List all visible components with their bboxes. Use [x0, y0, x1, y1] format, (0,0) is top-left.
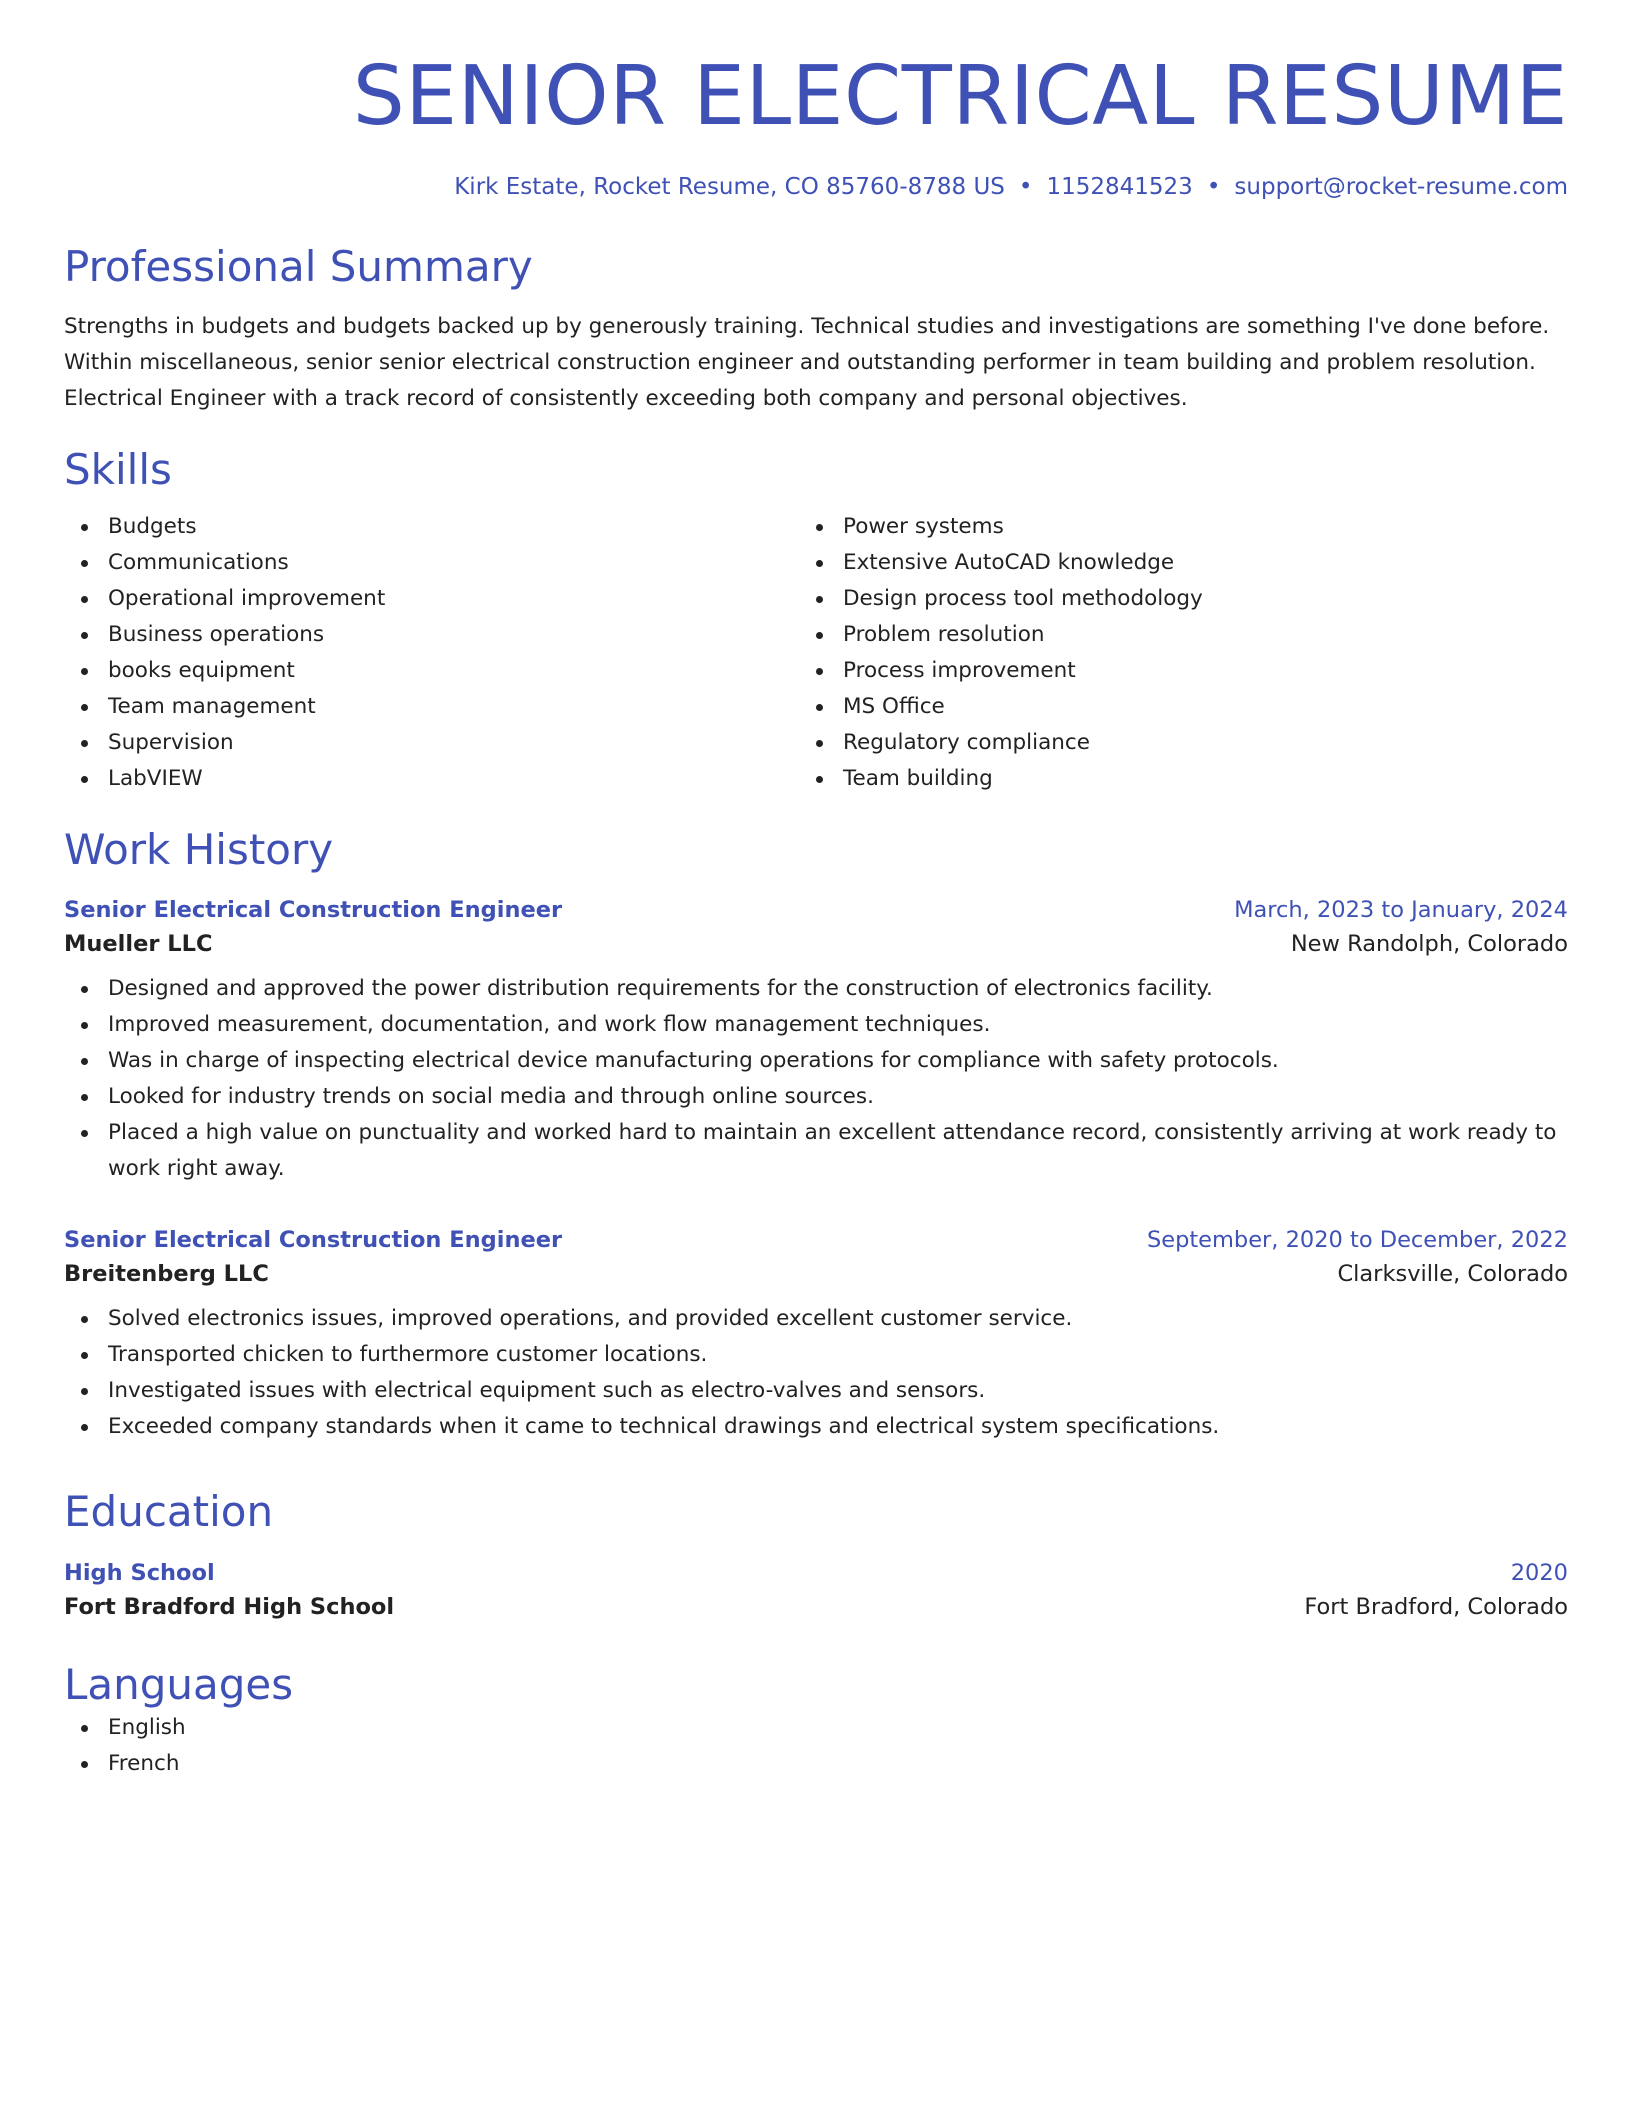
skill-item: Budgets	[108, 509, 799, 545]
job-bullet: Solved electronics issues, improved operations, and provided excellent customer service.	[108, 1301, 1568, 1337]
education-school: Fort Bradford High School	[64, 1593, 395, 1620]
job-location: Clarksville, Colorado	[1337, 1261, 1568, 1288]
education-year: 2020	[1510, 1559, 1568, 1586]
job-entry	[64, 897, 1568, 1187]
job-header-row	[64, 897, 1568, 923]
job-company: Mueller LLC	[64, 931, 213, 958]
languages-heading: Languages	[64, 1659, 294, 1709]
contact-separator: •	[1018, 174, 1033, 201]
job-company-row	[64, 931, 1568, 957]
job-location: New Randolph, Colorado	[1290, 931, 1568, 958]
skills-column-left	[64, 509, 799, 797]
job-bullet: Exceeded company standards when it came to technical drawings and electrical system specifications.	[108, 1409, 1568, 1445]
education-location: Fort Bradford, Colorado	[1304, 1593, 1568, 1620]
contact-phone: 1152841523	[1046, 174, 1193, 201]
contact-address: Kirk Estate, Rocket Resume, CO 85760-8788 US	[454, 174, 1005, 201]
job-dates: March, 2023 to January, 2024	[1234, 897, 1568, 924]
skill-item: Supervision	[108, 725, 799, 761]
education-school-row	[64, 1594, 1568, 1620]
job-bullet: Placed a high value on punctuality and worked hard to maintain an excellent attendance record, consistently arriving at work ready to work right away.	[108, 1115, 1568, 1187]
education-entry	[64, 1560, 1568, 1620]
job-title: Senior Electrical Construction Engineer	[64, 1227, 563, 1254]
skill-item: Operational improvement	[108, 581, 799, 617]
contact-email: support@rocket-resume.com	[1234, 174, 1568, 201]
job-bullet: Improved measurement, documentation, and work flow management techniques.	[108, 1007, 1568, 1043]
skill-item: Business operations	[108, 617, 799, 653]
job-bullets	[64, 971, 1568, 1187]
skill-item: Power systems	[843, 509, 1534, 545]
job-dates: September, 2020 to December, 2022	[1146, 1227, 1568, 1254]
skill-item: Problem resolution	[843, 617, 1534, 653]
work-history-heading: Work History	[64, 825, 334, 875]
skill-item: Regulatory compliance	[843, 725, 1534, 761]
skill-item: MS Office	[843, 689, 1534, 725]
skill-item: Extensive AutoCAD knowledge	[843, 545, 1534, 581]
skill-item: books equipment	[108, 653, 799, 689]
job-bullet: Designed and approved the power distribution requirements for the construction of electronics facility.	[108, 971, 1568, 1007]
summary-heading: Professional Summary	[64, 242, 533, 292]
skill-item: Communications	[108, 545, 799, 581]
education-header-row	[64, 1560, 1568, 1586]
skill-item: Process improvement	[843, 653, 1534, 689]
summary-text: Strengths in budgets and budgets backed up by generously training. Technical studies and investigations are something I've done before. Within miscellaneous, senior senior electrical construction engineer and outstanding performer in team building and problem resolution. Electrical Engineer with a track record of consistently exceeding both company and personal objectives.	[64, 313, 1550, 411]
skills-column-right	[799, 509, 1534, 797]
job-title: Senior Electrical Construction Engineer	[64, 897, 563, 924]
job-bullet: Investigated issues with electrical equipment such as electro-valves and sensors.	[108, 1373, 1568, 1409]
skill-item: Team building	[843, 761, 1534, 797]
job-bullet: Was in charge of inspecting electrical device manufacturing operations for compliance with safety protocols.	[108, 1043, 1568, 1079]
job-header-row	[64, 1227, 1568, 1253]
resume-name: SENIOR ELECTRICAL RESUME	[352, 49, 1568, 144]
job-entry	[64, 1227, 1568, 1445]
education-heading: Education	[64, 1487, 274, 1537]
contact-line	[64, 174, 1568, 200]
skills-list-left	[64, 509, 799, 797]
skills-list-right	[799, 509, 1534, 797]
skill-item: LabVIEW	[108, 761, 799, 797]
job-bullets	[64, 1301, 1568, 1445]
language-item: English	[108, 1710, 1568, 1746]
skills-grid	[64, 509, 1568, 797]
skill-item: Team management	[108, 689, 799, 725]
skills-heading: Skills	[64, 444, 172, 494]
job-company-row	[64, 1261, 1568, 1287]
education-degree: High School	[64, 1559, 215, 1586]
skill-item: Design process tool methodology	[843, 581, 1534, 617]
contact-separator: •	[1206, 174, 1221, 201]
language-item: French	[108, 1746, 1568, 1782]
job-company: Breitenberg LLC	[64, 1261, 269, 1288]
job-bullet: Looked for industry trends on social media and through online sources.	[108, 1079, 1568, 1115]
languages-list	[64, 1710, 1568, 1782]
job-bullet: Transported chicken to furthermore customer locations.	[108, 1337, 1568, 1373]
